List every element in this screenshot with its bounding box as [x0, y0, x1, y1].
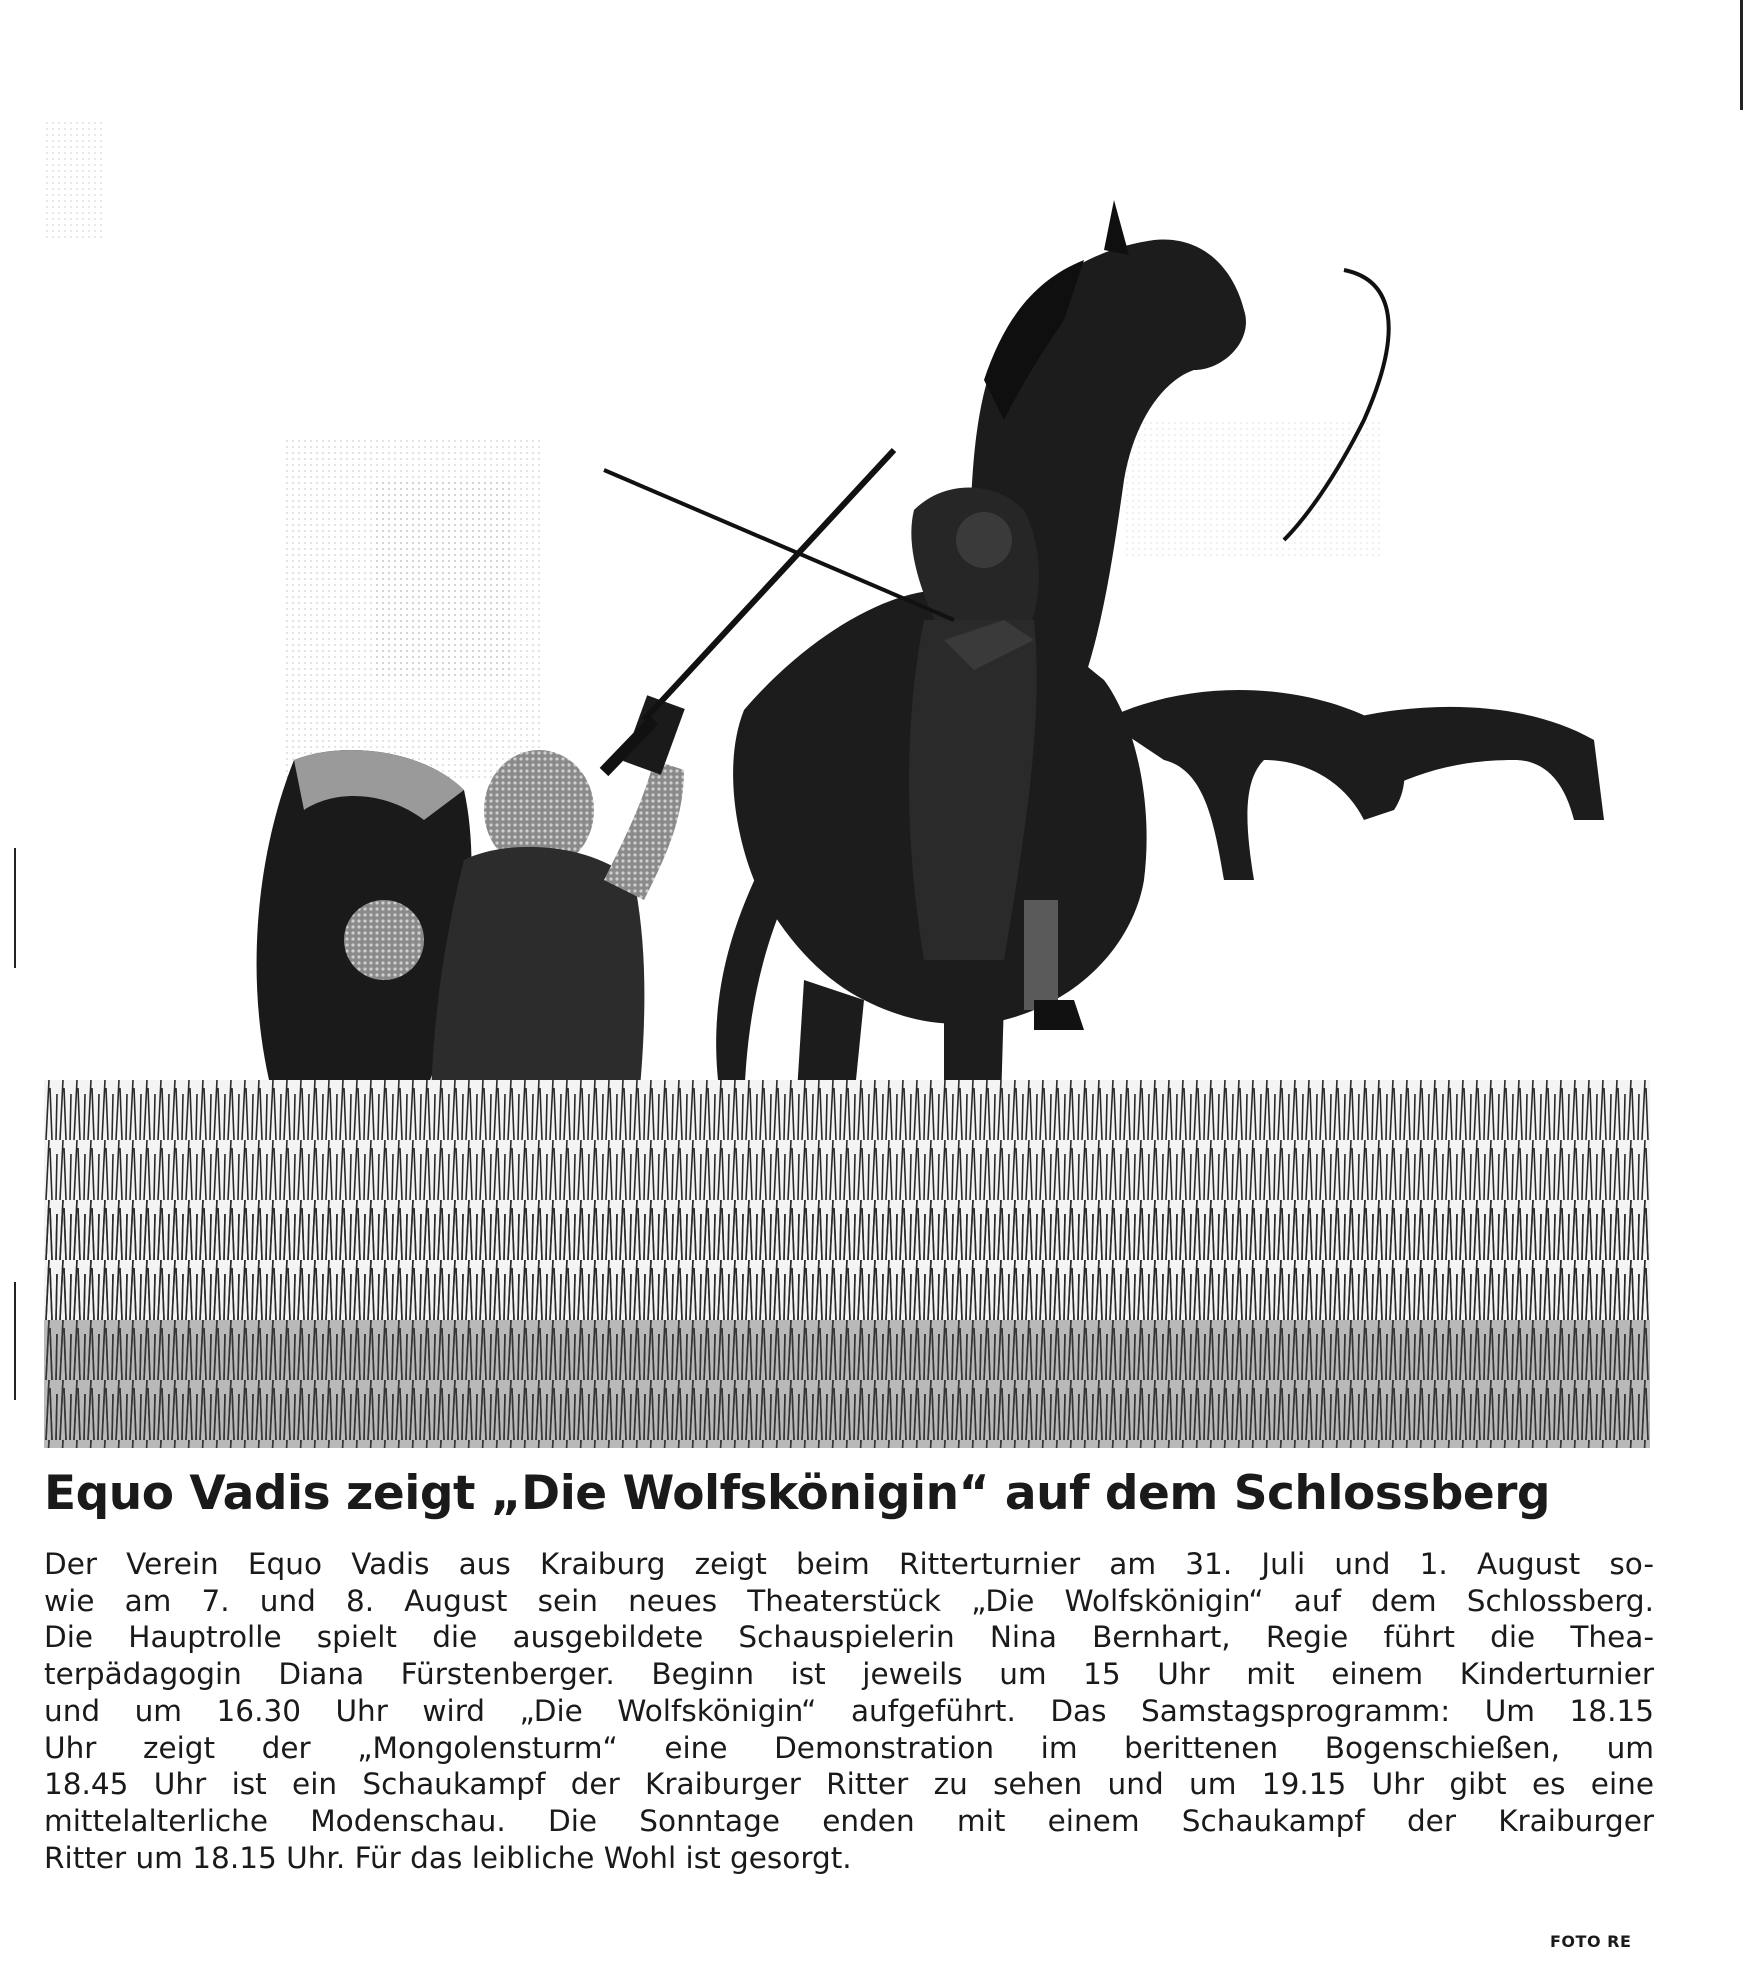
article-body-line: und um 16.30 Uhr wird „Die Wolfskönigin“ aufgeführt. Das Samstagsprogramm: Um 18.15 [44, 1693, 1654, 1728]
article-headline: Equo Vadis zeigt „Die Wolfskönigin“ auf dem Schlossberg [44, 1466, 1551, 1521]
article-body-line: Uhr zeigt der „Mongolensturm“ eine Demonstration im berittenen Bogenschießen, um [44, 1730, 1654, 1765]
scan-edge-mark-left-upper [14, 848, 16, 968]
article-body [44, 1546, 1654, 1876]
article-body-line: wie am 7. und 8. August sein neues Theaterstück „Die Wolfskönigin“ auf dem Schlossberg. [44, 1583, 1654, 1618]
knight-and-rearing-horse-illustration [44, 120, 1650, 1448]
article-body-line: Der Verein Equo Vadis aus Kraiburg zeigt beim Ritterturnier am 31. Juli und 1. August so- [44, 1547, 1654, 1581]
scan-edge-mark-left-lower [14, 1282, 16, 1400]
scan-edge-mark-top-right [1740, 0, 1743, 110]
photo-credit: FOTO RE [1550, 1932, 1632, 1951]
article-body-line: Die Hauptrolle spielt die ausgebildete Schauspielerin Nina Bernhart, Regie führt die Thea- [44, 1620, 1654, 1655]
article-photo [44, 120, 1650, 1448]
article-body-line: Ritter um 18.15 Uhr. Für das leibliche Wohl ist gesorgt. [44, 1840, 852, 1875]
article-body-line: terpädagogin Diana Fürstenberger. Beginn ist jeweils um 15 Uhr mit einem Kinderturnier [44, 1657, 1654, 1692]
article-body-line: mittelalterliche Modenschau. Die Sonntage enden mit einem Schaukampf der Kraiburger [44, 1803, 1654, 1838]
article-body-line: 18.45 Uhr ist ein Schaukampf der Kraiburger Ritter zu sehen und um 19.15 Uhr gibt es eine [44, 1767, 1654, 1802]
